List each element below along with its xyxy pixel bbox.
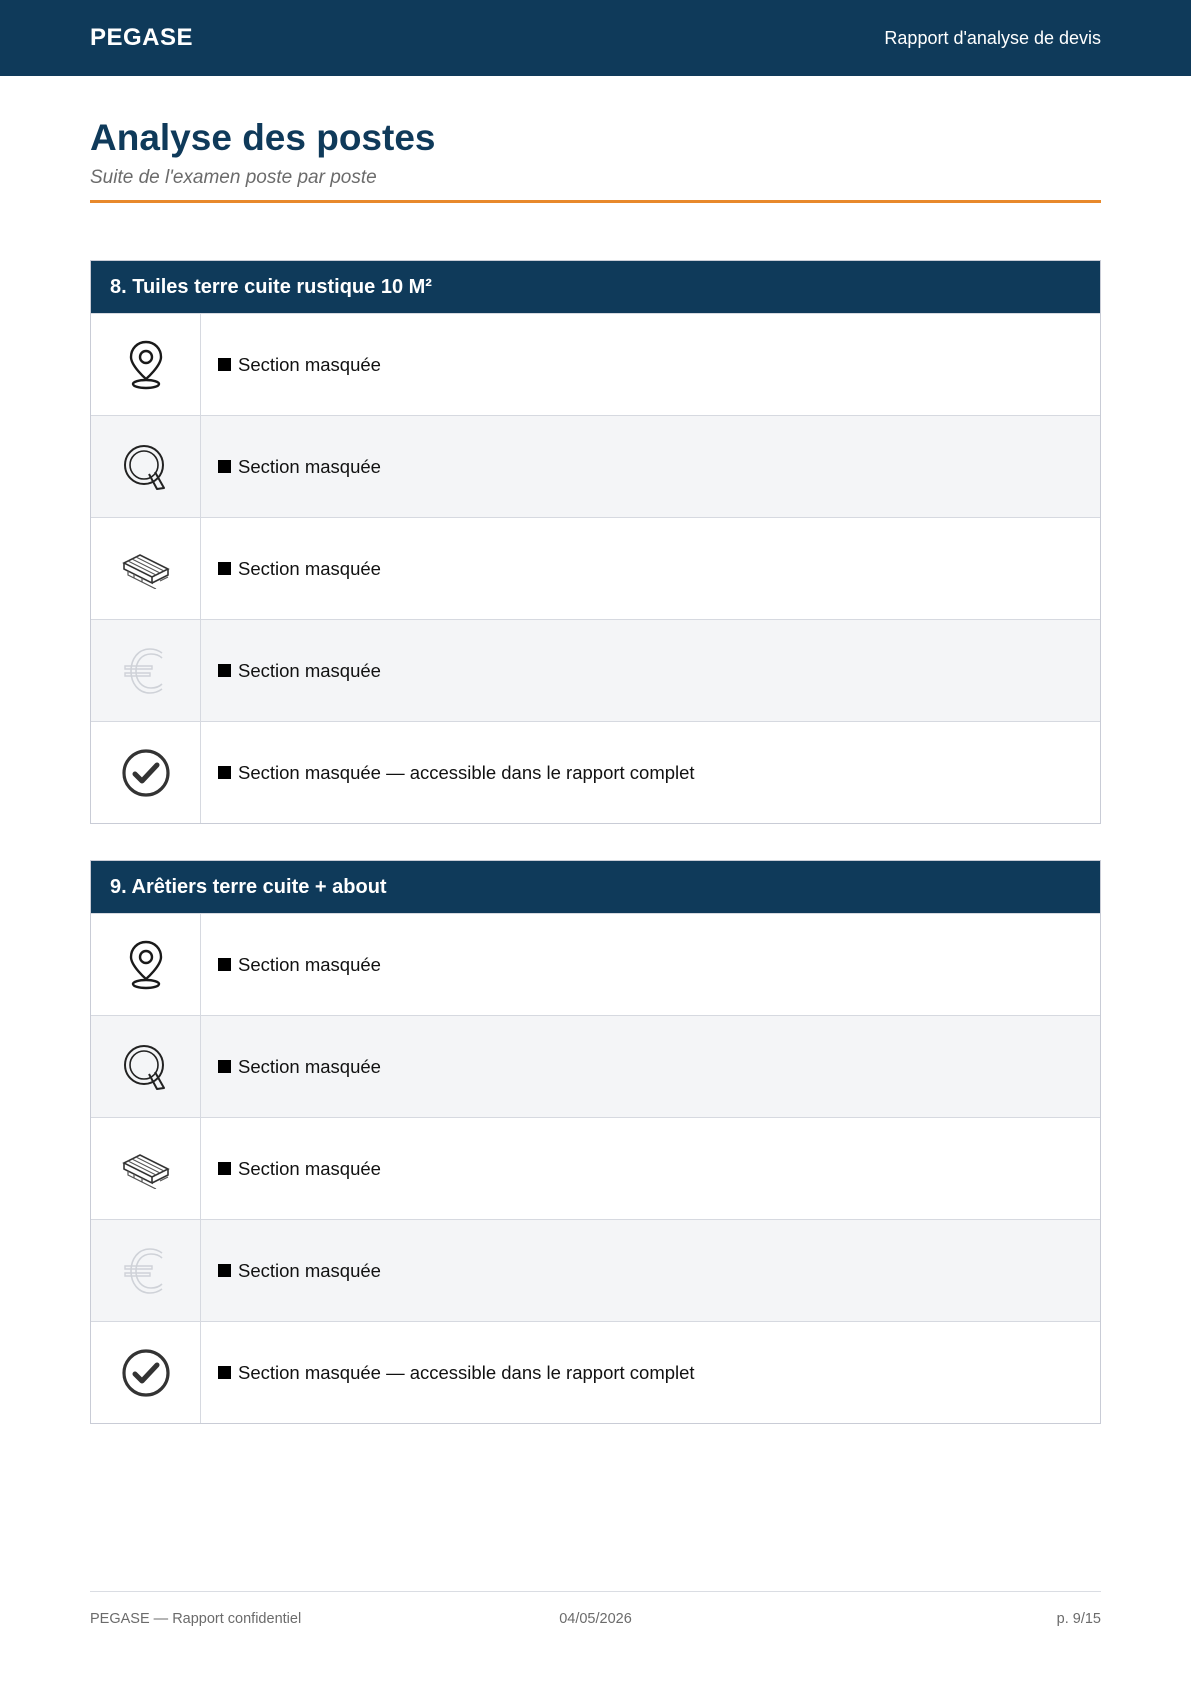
- square-bullet-icon: [218, 766, 231, 779]
- row-text-cell: [201, 914, 1100, 1015]
- square-bullet-icon: [218, 1366, 231, 1379]
- page-subtitle: Suite de l'examen poste par poste: [90, 167, 377, 188]
- materials-stack-icon: [120, 549, 172, 589]
- row-text-cell: [201, 620, 1100, 721]
- section-header: 8. Tuiles terre cuite rustique 10 M²: [91, 261, 1100, 313]
- row-text: Section masquée: [238, 953, 381, 975]
- table-row: [91, 1117, 1100, 1219]
- square-bullet-icon: [218, 1060, 231, 1073]
- row-text: Section masquée: [238, 455, 381, 477]
- row-text-cell: [201, 1322, 1100, 1423]
- check-circle-icon: [121, 748, 171, 798]
- icon-cell: [91, 518, 201, 619]
- magnifier-q-icon: [122, 441, 170, 493]
- row-text: Section masquée: [238, 557, 381, 579]
- icon-cell: [91, 1322, 201, 1423]
- icon-cell: [91, 620, 201, 721]
- euro-icon: [122, 1245, 170, 1297]
- row-text-cell: [201, 1118, 1100, 1219]
- row-text-cell: [201, 314, 1100, 415]
- icon-cell: [91, 1016, 201, 1117]
- square-bullet-icon: [218, 358, 231, 371]
- row-text: Section masquée: [238, 353, 381, 375]
- row-text-cell: [201, 722, 1100, 823]
- materials-stack-icon: [120, 1149, 172, 1189]
- page-footer: [90, 1591, 1101, 1627]
- title-block: [90, 116, 1101, 203]
- section-header: 9. Arêtiers terre cuite + about: [91, 861, 1100, 913]
- table-row: [91, 1219, 1100, 1321]
- euro-icon: [122, 645, 170, 697]
- magnifier-q-icon: [122, 1041, 170, 1093]
- location-pin-icon: [126, 939, 166, 991]
- table-row: [91, 913, 1100, 1015]
- report-title: Rapport d'analyse de devis: [884, 27, 1101, 48]
- row-text-cell: [201, 1016, 1100, 1117]
- item-section-8: [90, 260, 1101, 824]
- footer-date: 04/05/2026: [559, 1611, 632, 1627]
- square-bullet-icon: [218, 1264, 231, 1277]
- row-text: Section masquée: [238, 659, 381, 681]
- row-text: Section masquée: [238, 1157, 381, 1179]
- location-pin-icon: [126, 339, 166, 391]
- table-row: [91, 1321, 1100, 1423]
- table-row: [91, 313, 1100, 415]
- row-text: Section masquée: [238, 1055, 381, 1077]
- header-bar: [0, 0, 1191, 76]
- brand-name: PEGASE: [90, 24, 194, 51]
- square-bullet-icon: [218, 664, 231, 677]
- square-bullet-icon: [218, 958, 231, 971]
- table-row: [91, 415, 1100, 517]
- page-title: Analyse des postes: [90, 117, 436, 158]
- table-row: [91, 619, 1100, 721]
- icon-cell: [91, 1118, 201, 1219]
- icon-cell: [91, 416, 201, 517]
- page-number: p. 9/15: [1056, 1611, 1101, 1627]
- row-text-cell: [201, 1220, 1100, 1321]
- row-text: Section masquée — accessible dans le rapport complet: [238, 1361, 695, 1383]
- icon-cell: [91, 1220, 201, 1321]
- square-bullet-icon: [218, 460, 231, 473]
- title-divider: [90, 200, 1101, 203]
- footer-left-text: PEGASE — Rapport confidentiel: [90, 1611, 302, 1627]
- square-bullet-icon: [218, 562, 231, 575]
- item-section-9: [90, 860, 1101, 1424]
- check-circle-icon: [121, 1348, 171, 1398]
- table-row: [91, 517, 1100, 619]
- table-row: [91, 1015, 1100, 1117]
- icon-cell: [91, 314, 201, 415]
- row-text-cell: [201, 416, 1100, 517]
- row-text-cell: [201, 518, 1100, 619]
- row-text: Section masquée: [238, 1259, 381, 1281]
- icon-cell: [91, 722, 201, 823]
- icon-cell: [91, 914, 201, 1015]
- table-row: [91, 721, 1100, 823]
- square-bullet-icon: [218, 1162, 231, 1175]
- row-text: Section masquée — accessible dans le rapport complet: [238, 761, 695, 783]
